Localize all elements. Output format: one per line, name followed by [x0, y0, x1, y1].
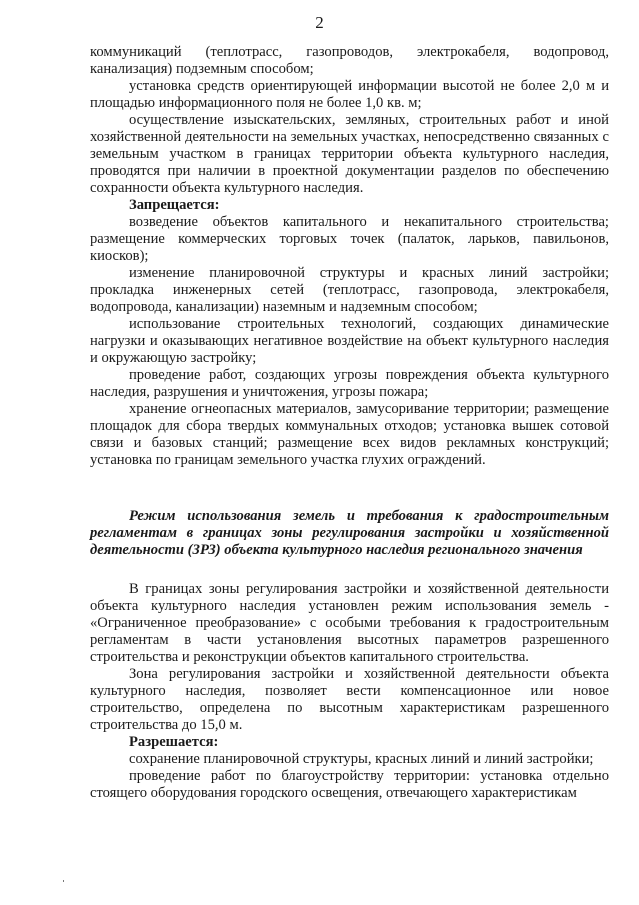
paragraph-damage-threat-ban: проведение работ, создающих угрозы повреждения объекта культурного наследия, разрушения и уничтожения, угрозы пожара; [90, 367, 609, 400]
document-body [90, 44, 609, 802]
paragraph-flammable-storage-ban: хранение огнеопасных материалов, замусоривание территории; размещение площадок для сбора твердых коммунальных отходов; установка вышек сотовой связи и базовых станций; размещение всех видов рекламных конструкций; установка по границам земельного участка глухих ограждений. [90, 401, 609, 468]
page-number: 2 [315, 13, 324, 32]
paragraph-preserve-structure: сохранение планировочной структуры, красных линий и линий застройки; [129, 751, 594, 767]
paragraph-survey-works: осуществление изыскательских, земляных, строительных работ и иной хозяйственной деятельности на земельных участках, непосредственно связанных с земельным участком в границах территории объекта культурного наследия, проводятся при наличии в проектной документации разделов по обеспечению сохранности объекта культурного наследия. [90, 112, 609, 196]
paragraph-planning-change-ban: изменение планировочной структуры и красных линий застройки; прокладка инженерных сетей (теплотрасс, газопровода, электрокабеля, водопровода, канализации) наземным и надземным способом; [90, 265, 609, 315]
paragraph-construction-ban: возведение объектов капитального и некапитального строительства; размещение коммерческих торговых точек (палаток, ларьков, павильонов, киосков); [90, 214, 609, 264]
allowed-label: Разрешается: [129, 734, 219, 750]
paragraph-dynamic-load-ban: использование строительных технологий, создающих динамические нагрузки и оказывающих негативное воздействие на объект культурного наследия и окружающую застройку; [90, 316, 609, 366]
prohibited-label: Запрещается: [129, 197, 220, 213]
scan-speck [63, 880, 64, 882]
section-heading: Режим использования земель и требования к градостроительным регламентам в границах зоны регулирования застройки и хозяйственной деятельности (ЗРЗ) объекта культурного наследия регионального значения [90, 508, 609, 558]
paragraph-communications: коммуникаций (теплотрасс, газопроводов, электрокабеля, водопровод, канализация) подземным способом; [90, 44, 609, 77]
paragraph-landscaping: проведение работ по благоустройству территории: установка отдельно стоящего оборудования городского освещения, отвечающего характеристикам [90, 768, 609, 801]
paragraph-zone-height: Зона регулирования застройки и хозяйственной деятельности объекта культурного наследия, позволяет вести компенсационное или новое строительство, определена по высотным характеристикам разрешенного строительства до 15,0 м. [90, 666, 609, 733]
spacer [90, 559, 609, 581]
paragraph-zone-regime: В границах зоны регулирования застройки и хозяйственной деятельности объекта культурного наследия установлен режим использования земель - «Ограниченное преобразование» с особыми требования к градостроительным регламентам в части установления высотных параметров разрешенного строительства и реконструкции объектов капитального строительства. [90, 581, 609, 665]
paragraph-info-signs: установка средств ориентирующей информации высотой не более 2,0 м и площадью информационного поля не более 1,0 кв. м; [90, 78, 609, 111]
